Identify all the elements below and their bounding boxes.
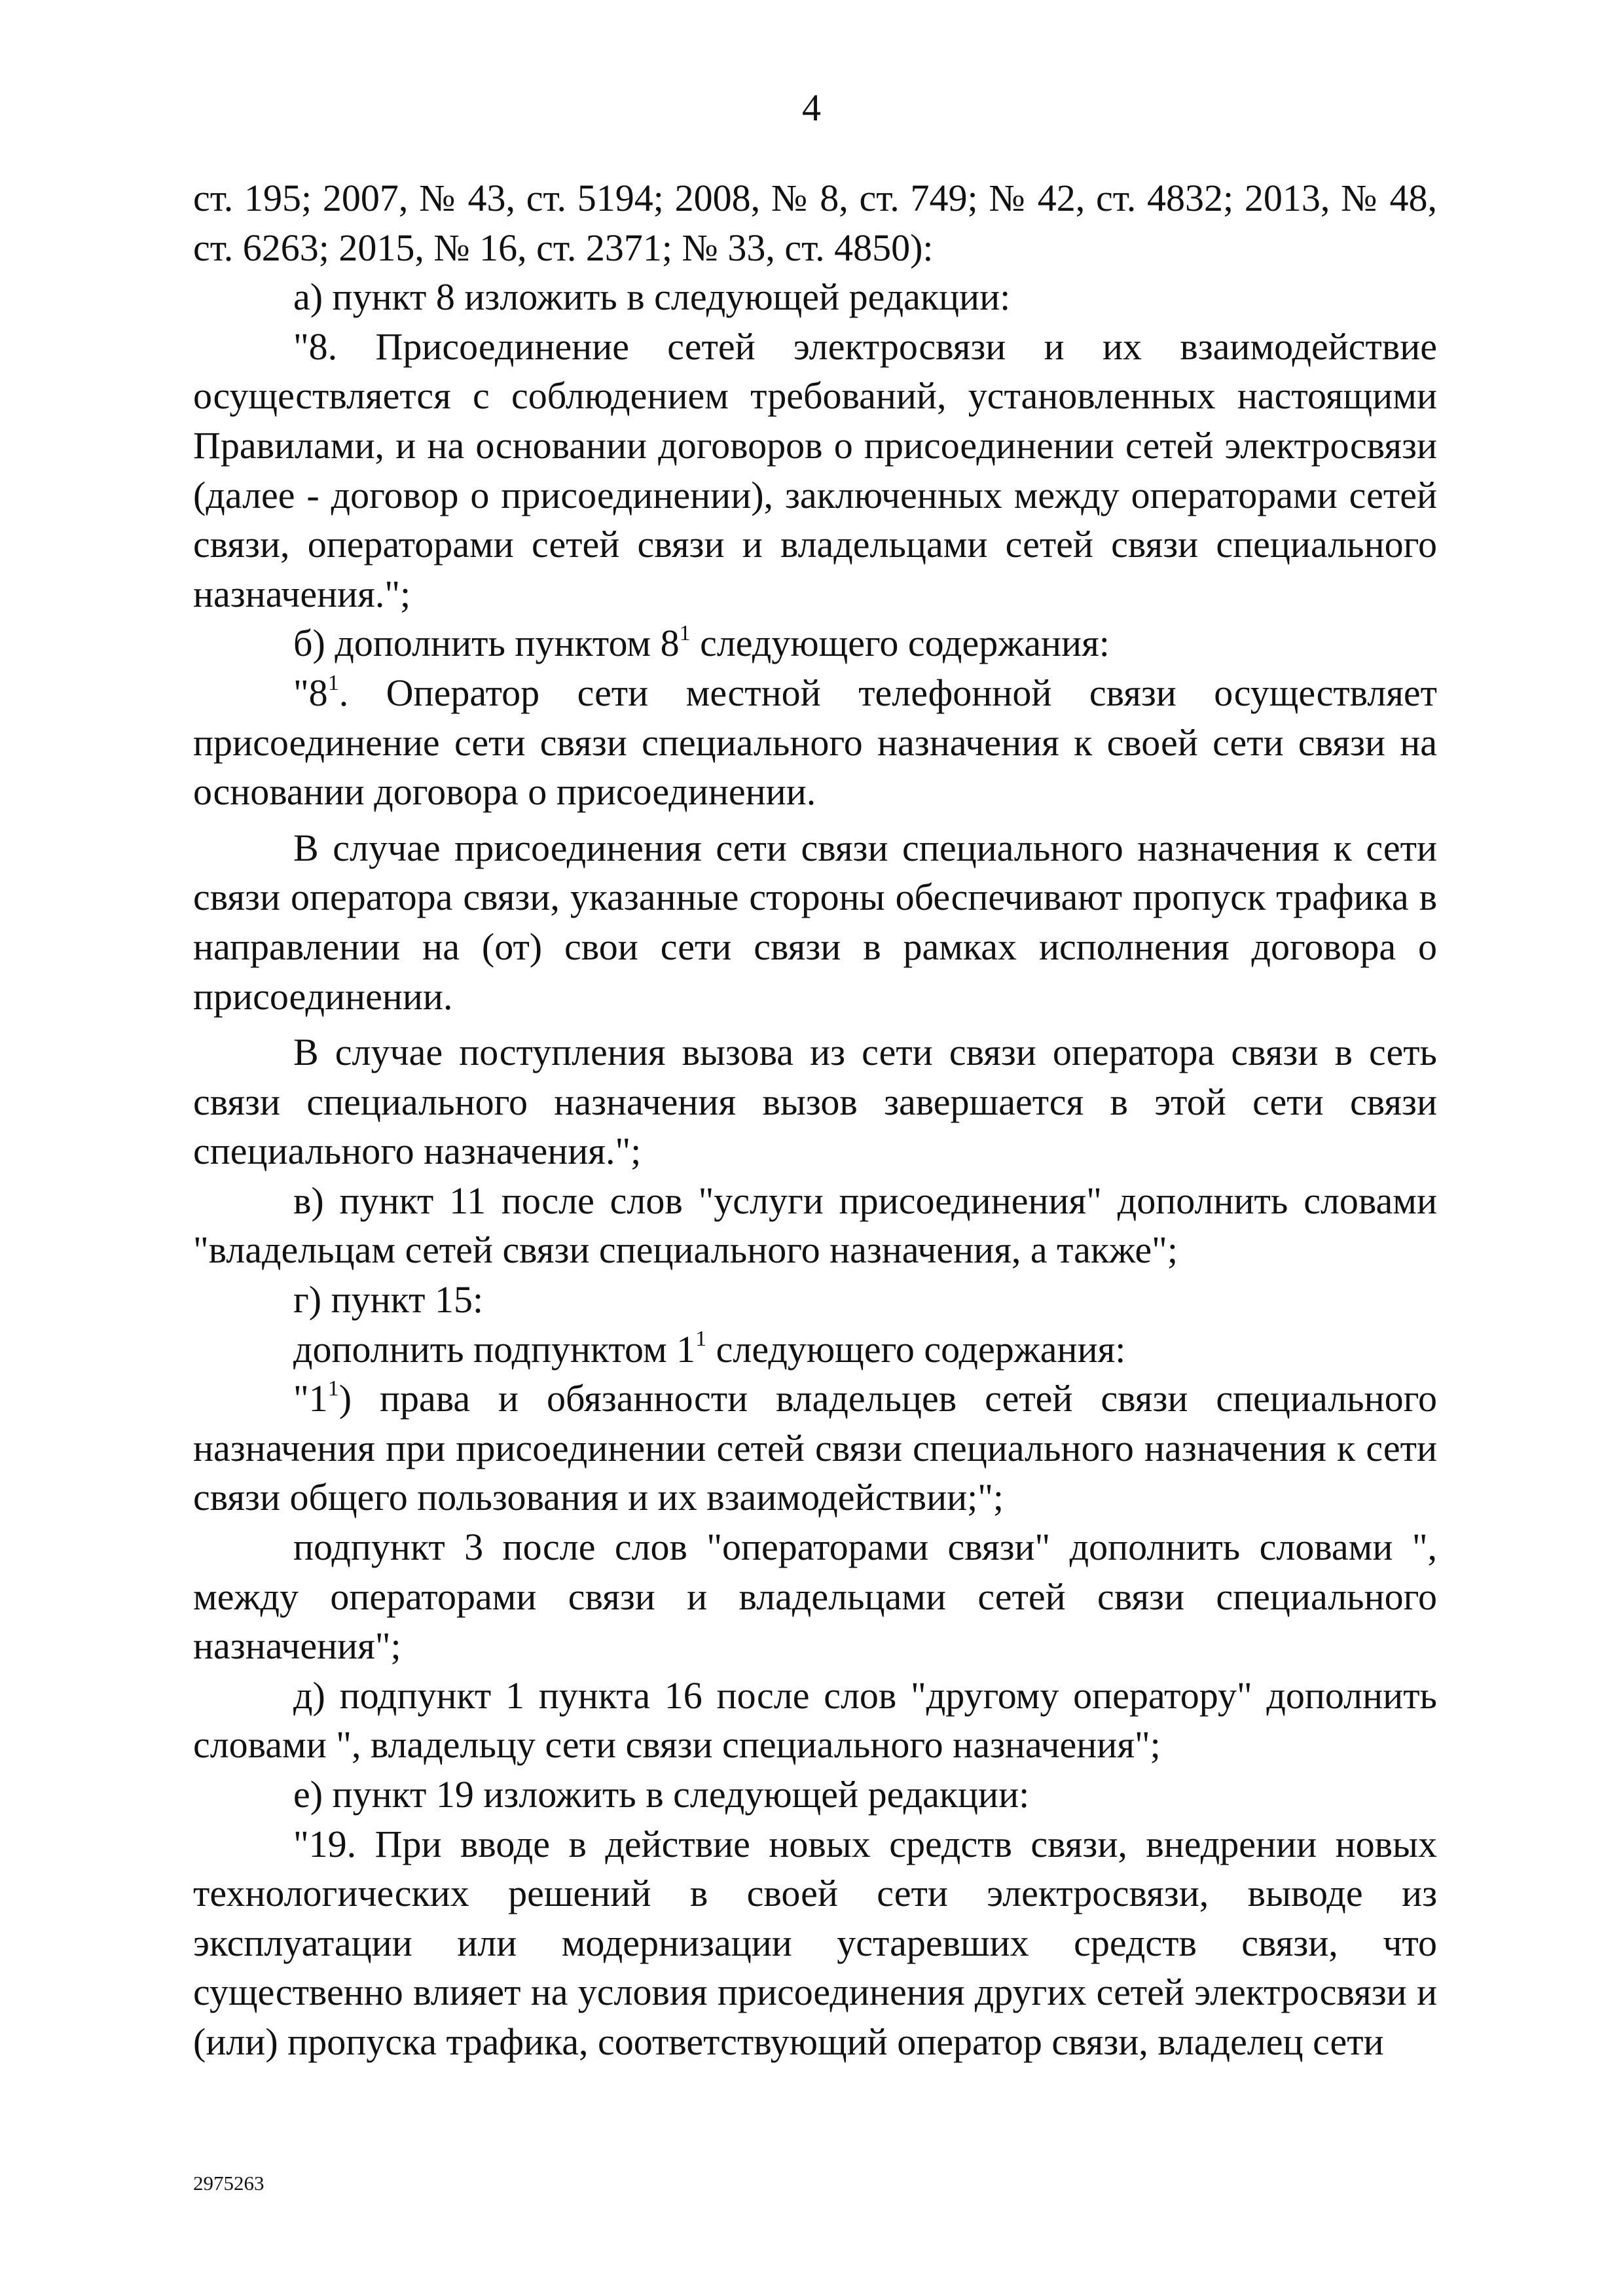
text-run: ) права и обязанности владельцев сетей связи специального назначения при присоединении сетей связи специального назначения к сети связи общего пользования и их взаимодействии;"; [193, 1377, 1437, 1519]
superscript: 1 [679, 621, 691, 646]
paragraph-item-b [193, 619, 1437, 668]
paragraph-add-subpoint [193, 1325, 1437, 1374]
text-run: дополнить подпунктом 1 [293, 1327, 696, 1371]
text-run: следующего содержания: [690, 622, 1110, 665]
superscript: 1 [695, 1327, 707, 1352]
superscript: 1 [327, 670, 339, 695]
text-run: следующего содержания: [706, 1327, 1126, 1371]
paragraph-item-d: д) подпункт 1 пункта 16 после слов "другому оператору" дополнить словами ", владельцу сети связи специального назначения"; [193, 1674, 1437, 1767]
text-run: "8 [293, 671, 328, 714]
text-run: . Оператор сети местной телефонной связи осуществляет присоединение сети связи специального назначения к своей сети связи на основании договора о присоединении. [193, 671, 1437, 814]
document-id: 2975263 [193, 2172, 264, 2195]
paragraph-point-19: "19. При вводе в действие новых средств связи, внедрении новых технологических решений в своей сети электросвязи, выводе из эксплуатации или модернизации устаревших средств связи, что существенно влияет на условия присоединения других сетей электросвязи и (или) пропуска трафика, соответствующий оператор связи, владелец сети [193, 1822, 1437, 2063]
paragraph-point-8-1 [193, 668, 1437, 817]
text-run: б) дополнить пунктом 8 [293, 622, 680, 665]
paragraph-subpoint-1-1 [193, 1374, 1437, 1522]
document-body [193, 173, 1437, 2067]
paragraph-item-g: г) пункт 15: [293, 1278, 484, 1321]
superscript: 1 [327, 1376, 339, 1401]
page-number: 4 [802, 86, 821, 129]
paragraph-citation: ст. 195; 2007, № 43, ст. 5194; 2008, № 8, ст. 749; № 42, ст. 4832; 2013, № 48, ст. 6263; 2015, № 16, ст. 2371; № 33, ст. 4850): [193, 177, 1437, 269]
paragraph-point-8: "8. Присоединение сетей электросвязи и их взаимодействие осуществляется с соблюдением требований, установленных настоящими Правилами, и на основании договоров о присоединении сетей электросвязи (далее - договор о присоединении), заключенных между операторами сетей связи, операторами сетей связи и владельцами сетей связи специального назначения."; [193, 325, 1437, 615]
paragraph-call-case: В случае поступления вызова из сети связи оператора связи в сеть связи специального назначения вызов завершается в этой сети связи специального назначения."; [193, 1031, 1437, 1173]
text-run: "1 [293, 1377, 328, 1420]
paragraph-item-a: а) пункт 8 изложить в следующей редакции: [293, 276, 1011, 319]
paragraph-subpoint-3: подпункт 3 после слов "операторами связи" дополнить словами ", между операторами связи и владельцами сетей связи специального назначения"; [193, 1526, 1437, 1668]
paragraph-item-e: е) пункт 19 изложить в следующей редакции: [293, 1773, 1030, 1816]
paragraph-connection-case: В случае присоединения сети связи специального назначения к сети связи оператора связи, указанные стороны обеспечивают пропуск трафика в направлении на (от) свои сети связи в рамках исполнения договора о присоединении. [193, 826, 1437, 1018]
paragraph-item-v: в) пункт 11 после слов "услуги присоединения" дополнить словами "владельцам сетей связи специального назначения, а также"; [193, 1179, 1437, 1272]
